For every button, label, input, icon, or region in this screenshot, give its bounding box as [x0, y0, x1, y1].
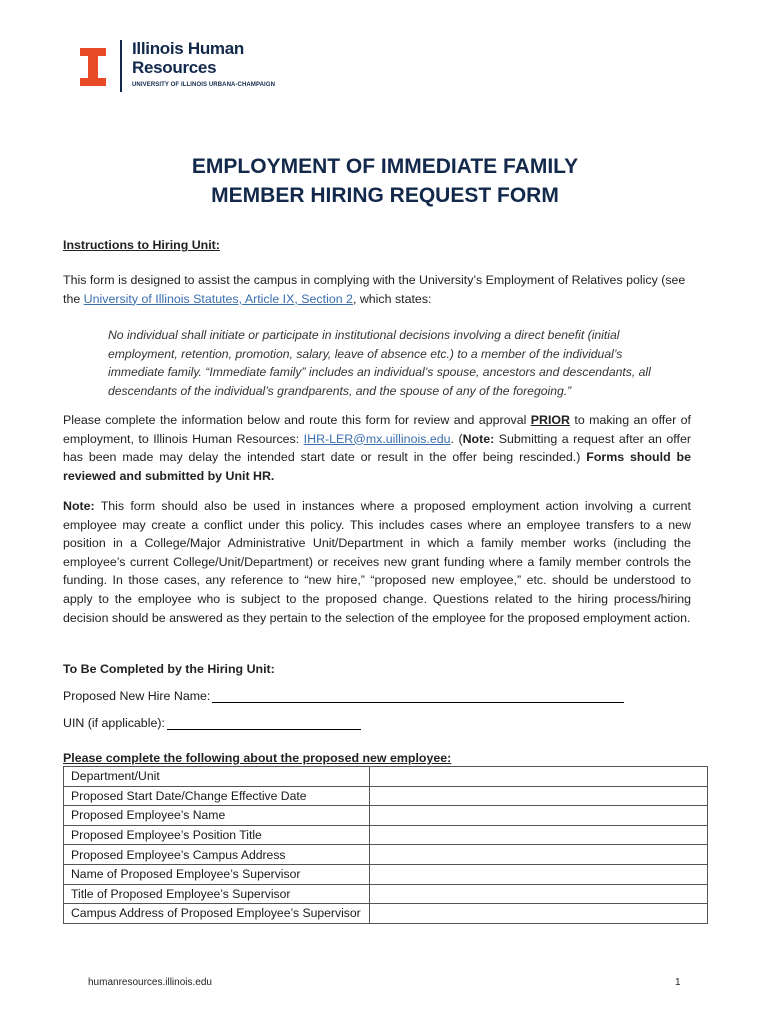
routing-text-a: Please complete the information below and route this form for review and approval — [63, 413, 531, 427]
employee-table-heading-text: Please complete the following about the proposed new employee: — [63, 751, 452, 765]
uin-label: UIN (if applicable): — [63, 716, 165, 730]
logo-subline: UNIVERSITY OF ILLINOIS URBANA-CHAMPAIGN — [132, 82, 276, 88]
row-value-cell[interactable] — [370, 884, 708, 904]
row-label: Name of Proposed Employee’s Supervisor — [64, 864, 370, 884]
form-title — [0, 152, 770, 210]
row-label: Proposed Start Date/Change Effective Date — [64, 786, 370, 806]
row-value-cell[interactable] — [370, 825, 708, 845]
routing-text-b: to making an offer of employment, to Illinois Human Resources: — [63, 413, 691, 446]
routing-text-d: Submitting a request after an offer has been made may delay the intended start date or result in the offer being rescinded.) — [63, 431, 691, 465]
block-i-logo-icon — [80, 48, 106, 94]
instructions-heading — [63, 236, 691, 255]
table-row — [64, 864, 708, 884]
new-hire-name-row — [63, 688, 624, 703]
form-title-line2: MEMBER HIRING REQUEST FORM — [211, 184, 559, 207]
routing-note-label: Note: — [462, 431, 495, 446]
table-row — [64, 786, 708, 806]
routing-text-c: . ( — [450, 431, 463, 446]
row-value-cell[interactable] — [370, 786, 708, 806]
row-value-cell[interactable] — [370, 904, 708, 924]
row-label: Proposed Employee’s Name — [64, 806, 370, 826]
row-value-cell[interactable] — [370, 806, 708, 826]
table-row — [64, 845, 708, 865]
illinois-hr-logo — [80, 40, 275, 94]
prior-emphasis: PRIOR — [530, 413, 570, 427]
table-row — [64, 904, 708, 924]
logo-divider — [120, 40, 122, 92]
employee-info-table — [63, 766, 708, 924]
instructions-heading-text: Instructions to Hiring Unit: — [63, 238, 220, 252]
policy-quote: No individual shall initiate or participate in institutional decisions involving a direct benefit (initial employment, retention, promotion, salary, leave of absence etc.) to a member of the individual’s immediate family. “Immediate family” includes an individual’s spouse, ancestors and descendants, all descendants of the individual’s grandparents, and the spouse of any of the foregoing.” — [108, 328, 651, 398]
transfer-note-label: Note: — [63, 499, 95, 513]
transfer-note-paragraph — [63, 497, 691, 627]
new-hire-name-field[interactable] — [212, 688, 624, 703]
row-value-cell[interactable] — [370, 767, 708, 787]
intro-text-a: This form is designed to assist the campus in complying with the University’s Employment of Relatives policy (see the — [63, 273, 686, 306]
uin-field[interactable] — [167, 715, 361, 730]
intro-paragraph — [63, 271, 691, 308]
logo-line2: Resources — [132, 58, 217, 77]
logo-line1: Illinois Human — [132, 39, 244, 58]
row-label: Department/Unit — [64, 767, 370, 787]
form-title-line1: EMPLOYMENT OF IMMEDIATE FAMILY — [191, 155, 579, 178]
row-label: Campus Address of Proposed Employee’s Supervisor — [64, 904, 370, 924]
routing-paragraph — [63, 411, 691, 485]
uin-row — [63, 715, 361, 730]
row-label: Proposed Employee’s Position Title — [64, 825, 370, 845]
new-hire-name-label: Proposed New Hire Name: — [63, 689, 211, 703]
row-value-cell[interactable] — [370, 845, 708, 865]
page-number: 1 — [675, 977, 681, 988]
row-value-cell[interactable] — [370, 864, 708, 884]
intro-text-b: , which states: — [352, 291, 432, 306]
transfer-note-text: This form should also be used in instances where a proposed employment action involving a current employee may create a conflict under this policy. This includes cases where an employee transfers to a new position in a College/Major Administrative Unit/Department in which a family member works (including the employee’s current College/Unit/Department) or receives new grant funding where a family member controls the funding. In those cases, any reference to “new hire,” “proposed new employee,” etc. should be understood to apply to the employee who is subject to the proposed change. Questions related to the hiring process/hiring decision should be answered as they pertain to the selection of the employee for the proposed employment action. — [63, 499, 691, 625]
hiring-unit-heading — [63, 660, 691, 679]
table-row — [64, 884, 708, 904]
row-label: Proposed Employee’s Campus Address — [64, 845, 370, 865]
table-row — [64, 767, 708, 787]
ihr-email-link[interactable]: IHR-LER@mx.uillinois.edu — [303, 431, 451, 446]
statutes-link[interactable]: University of Illinois Statutes, Article IX, Section 2 — [83, 291, 353, 306]
table-row — [64, 806, 708, 826]
table-row — [64, 825, 708, 845]
logo-wordmark — [132, 40, 275, 88]
footer-website: humanresources.illinois.edu — [88, 977, 212, 988]
hiring-unit-heading-text: To Be Completed by the Hiring Unit: — [63, 662, 275, 676]
employee-table-heading — [63, 749, 691, 768]
row-label: Title of Proposed Employee’s Supervisor — [64, 884, 370, 904]
routing-bold-note: Forms should be reviewed and submitted by Unit HR. — [63, 450, 691, 483]
